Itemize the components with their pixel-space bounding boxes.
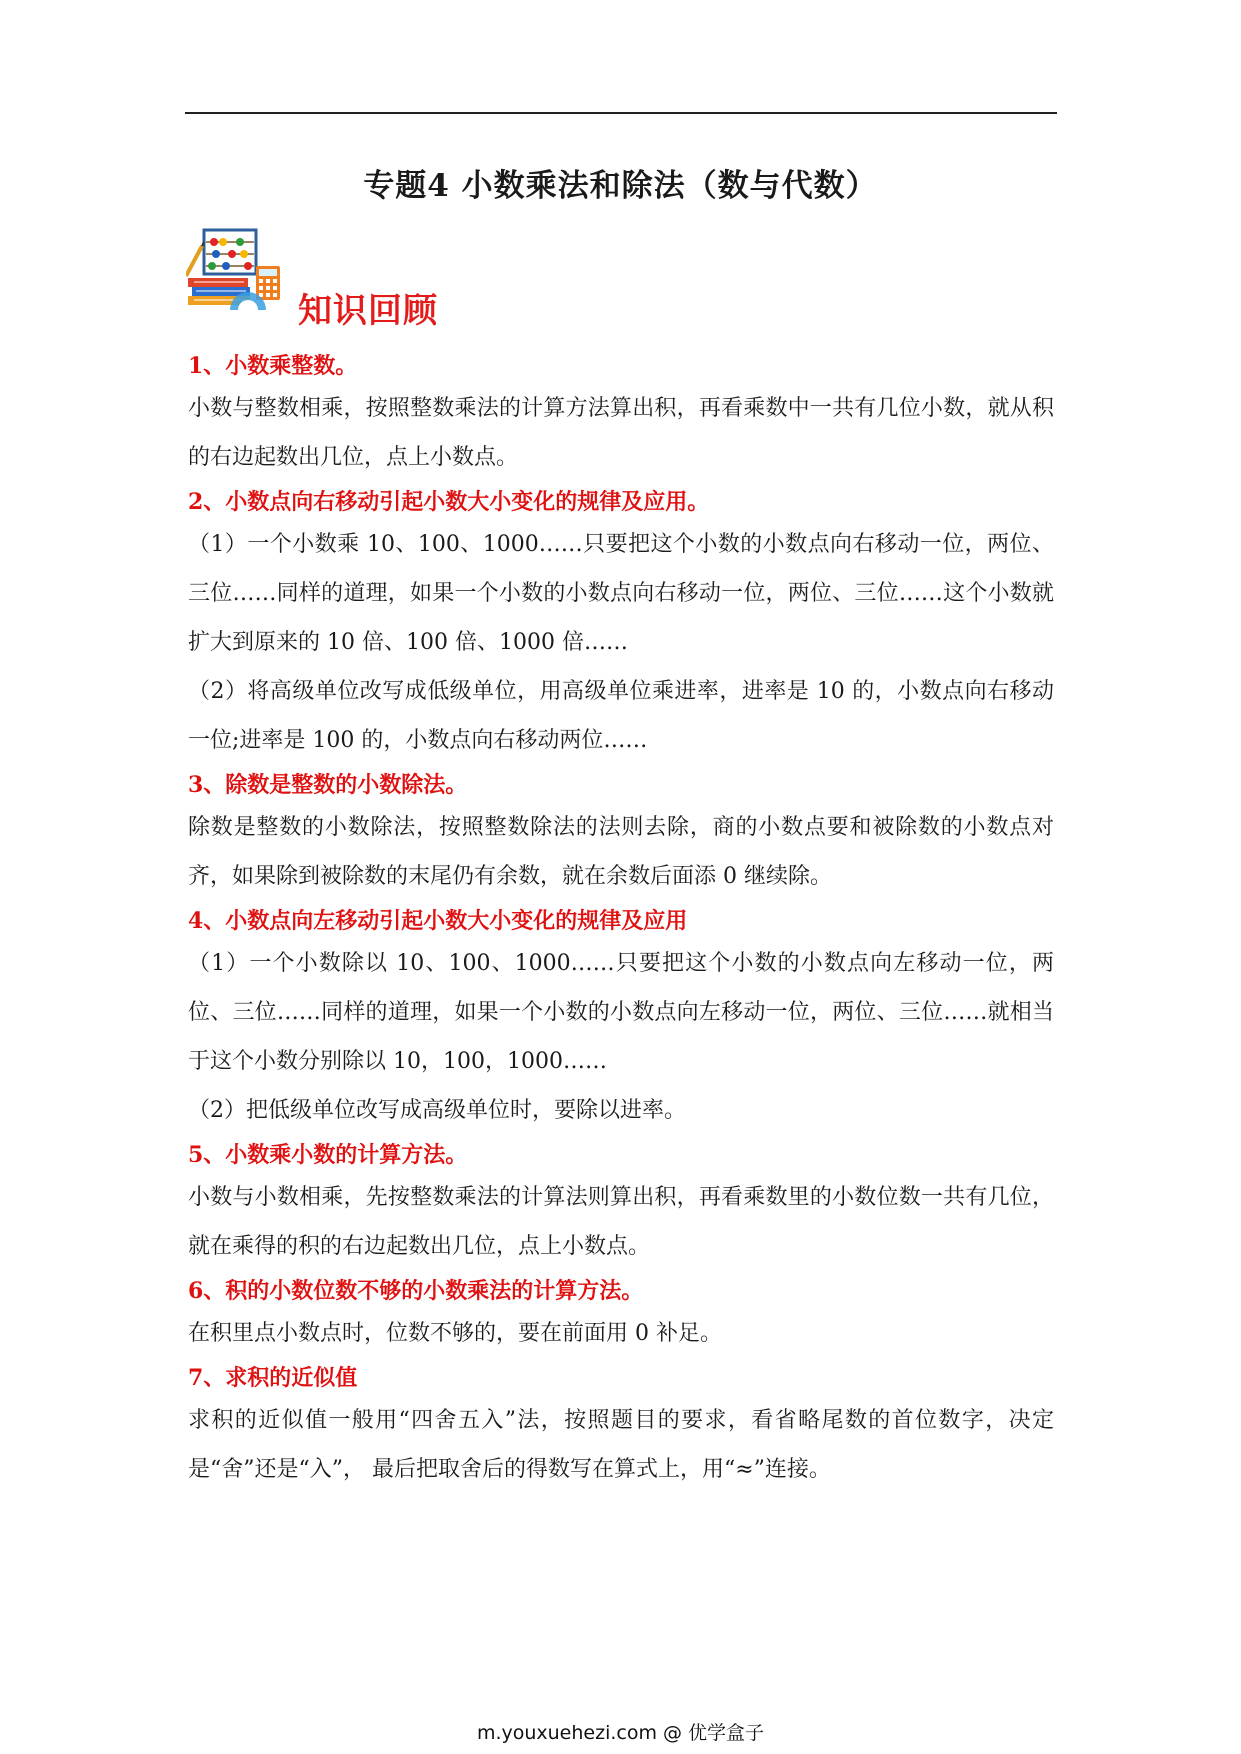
section-heading: 知识回顾	[298, 291, 438, 331]
item-heading: 1、小数乘整数。	[188, 353, 358, 379]
item-paragraph: （1）一个小数乘 10、100、1000……只要把这个小数的小数点向右移动一位，两位、三位……同样的道理，如果一个小数的小数点向右移动一位，两位、三位……这个小数就扩大到原来的 10 倍、100 倍、1000 倍……	[188, 532, 1054, 655]
item-paragraph: 求积的近似值一般用“四舍五入”法，按照题目的要求，看省略尾数的首位数字，决定是“舍”还是“入”， 最后把取舍后的得数写在算式上，用“≈”连接。	[188, 1408, 1054, 1482]
item-paragraph: （1）一个小数除以 10、100、1000……只要把这个小数的小数点向左移动一位，两位、三位……同样的道理，如果一个小数的小数点向左移动一位，两位、三位……就相当于这个小数分别除以 10，100，1000……	[188, 951, 1054, 1074]
item-paragraph: （2）把低级单位改写成高级单位时，要除以进率。	[188, 1098, 686, 1123]
item-heading: 6、积的小数位数不够的小数乘法的计算方法。	[188, 1278, 644, 1304]
item-heading: 3、除数是整数的小数除法。	[188, 772, 468, 798]
item-heading: 2、小数点向右移动引起小数大小变化的规律及应用。	[188, 489, 710, 515]
item-paragraph: 除数是整数的小数除法，按照整数除法的法则去除，商的小数点要和被除数的小数点对齐，如果除到被除数的末尾仍有余数，就在余数后面添 0 继续除。	[188, 815, 1054, 889]
item-heading: 5、小数乘小数的计算方法。	[188, 1142, 468, 1168]
item-heading: 4、小数点向左移动引起小数大小变化的规律及应用	[188, 908, 688, 934]
content	[188, 348, 1054, 1494]
item-paragraph: 在积里点小数点时，位数不够的，要在前面用 0 补足。	[188, 1321, 722, 1346]
item-paragraph: 小数与整数相乘，按照整数乘法的计算方法算出积，再看乘数中一共有几位小数，就从积的右边起数出几位，点上小数点。	[188, 396, 1054, 470]
page-title: 专题4 小数乘法和除法（数与代数）	[363, 168, 878, 204]
abacus-books-icon	[186, 226, 286, 312]
item-paragraph: （2）将高级单位改写成低级单位，用高级单位乘进率，进率是 10 的，小数点向右移动一位;进率是 100 的，小数点向右移动两位……	[188, 679, 1054, 753]
top-rule	[185, 112, 1057, 114]
item-paragraph: 小数与小数相乘，先按整数乘法的计算法则算出积，再看乘数里的小数位数一共有几位，就在乘得的积的右边起数出几位，点上小数点。	[188, 1185, 1054, 1259]
footer-url[interactable]: m.youxuehezi.com @ 优学盒子	[476, 1722, 765, 1744]
item-heading: 7、求积的近似值	[188, 1365, 358, 1391]
